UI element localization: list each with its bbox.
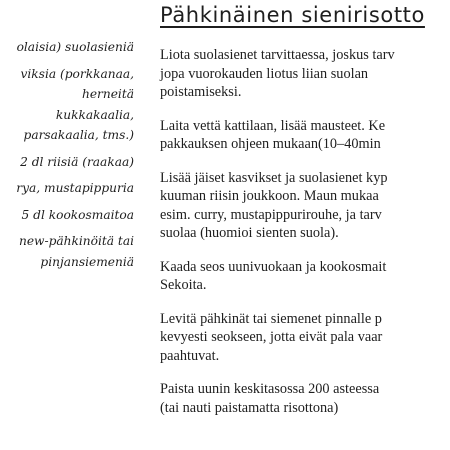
ingredient-line: kukkakaalia, xyxy=(55,107,134,122)
step-line: Lisää jäiset kasvikset ja suolasienet kyp xyxy=(160,169,388,186)
step-line: kuuman riisin joukkoon. Maun mukaa xyxy=(160,188,379,204)
ingredient-line: 5 dl kookosmaitoa xyxy=(21,207,134,222)
ingredient-list xyxy=(0,37,134,272)
instruction-step xyxy=(160,169,450,243)
step-line: poistamiseksi. xyxy=(160,84,242,100)
ingredient-line: rya, mustapippuria xyxy=(16,181,134,195)
step-line: suolaa (huomioi sienten suola). xyxy=(160,225,339,241)
instruction-step xyxy=(160,380,450,417)
ingredient-line: herneitä xyxy=(81,87,134,101)
recipe-title: Pähkinäinen sienirisotto xyxy=(160,3,425,27)
instruction-step xyxy=(160,117,450,154)
ingredient-line: olaisia) suolasieniä xyxy=(16,40,134,54)
step-line: esim. curry, mustapippurirouhe, ja tarv xyxy=(160,206,382,223)
ingredient-line: new-pähkinöitä tai xyxy=(19,234,134,248)
step-line: Sekoita. xyxy=(160,277,207,293)
instruction-step xyxy=(160,258,450,295)
step-line: jopa vuorokauden liotus liian suolan xyxy=(160,65,369,82)
step-line: Kaada seos uunivuokaan ja kookosmait xyxy=(160,258,387,275)
instruction-step xyxy=(160,310,450,366)
instruction-step xyxy=(160,46,450,102)
step-line: paahtuvat. xyxy=(160,347,220,364)
ingredient-line: pinjansiemeniä xyxy=(40,254,134,269)
step-line: Levitä pähkinät tai siemenet pinnalle p xyxy=(160,310,382,327)
step-line: Liota suolasienet tarvittaessa, joskus tarv xyxy=(160,47,395,63)
step-line: (tai nauti paistamatta risottona) xyxy=(160,399,339,416)
ingredient-line: parsakaalia, tms.) xyxy=(23,128,134,142)
instruction-steps xyxy=(160,46,450,432)
ingredient-line: 2 dl riisiä (raakaa) xyxy=(20,154,134,169)
step-line: pakkauksen ohjeen mukaan(10–40min xyxy=(160,136,381,152)
step-line: Paista uunin keskitasossa 200 asteessa xyxy=(160,381,380,397)
ingredient-line: viksia (porkkanaa, xyxy=(20,66,134,81)
step-line: kevyesti seokseen, jotta eivät pala vaar xyxy=(160,329,383,345)
step-line: Laita vettä kattilaan, lisää mausteet. Ke xyxy=(160,117,386,134)
